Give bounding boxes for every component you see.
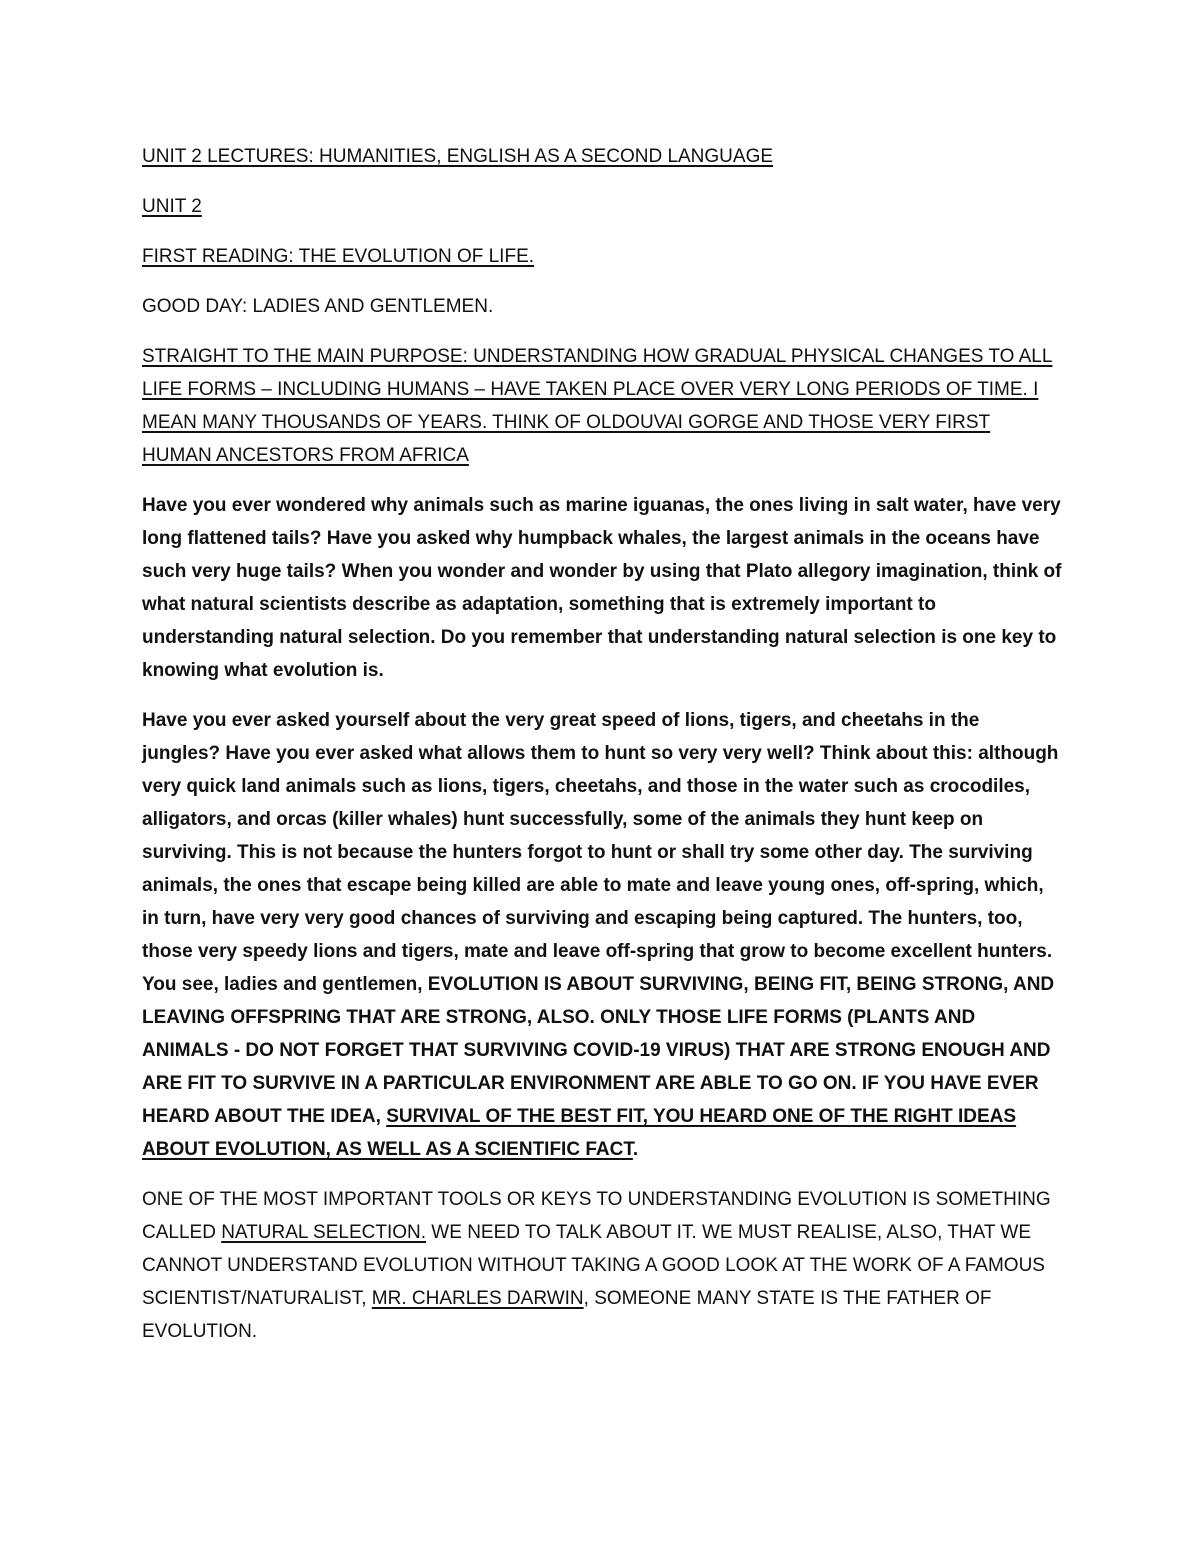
unit-label: UNIT 2 xyxy=(142,196,202,217)
greeting: GOOD DAY: LADIES AND GENTLEMEN. xyxy=(142,296,494,317)
paragraph-ns-text-1: ONE OF THE MOST IMPORTANT TOOLS OR KEYS TO UNDERSTANDING EVOLUTION IS SOMETHING CALLED xyxy=(142,1189,1051,1243)
paragraph-natural-selection xyxy=(142,1183,1062,1348)
survival-of-best-fit-phrase: SURVIVAL OF THE BEST FIT, YOU HEARD ONE OF THE RIGHT IDEAS ABOUT EVOLUTION, AS WELL AS A SCIENTIFIC FACT xyxy=(142,1106,1017,1160)
paragraph-ns-text-2: WE NEED TO TALK ABOUT IT. WE MUST REALISE, ALSO, THAT WE CANNOT UNDERSTAND EVOLUTION WITHOUT TAKING A GOOD LOOK AT THE WORK OF A FAMOUS SCIENTIST/NATURALIST, xyxy=(142,1222,1045,1309)
charles-darwin-phrase: MR. CHARLES DARWIN xyxy=(371,1288,584,1309)
document-page xyxy=(142,140,1062,1365)
purpose-statement: STRAIGHT TO THE MAIN PURPOSE: UNDERSTANDING HOW GRADUAL PHYSICAL CHANGES TO ALL LIFE FORMS – INCLUDING HUMANS – HAVE TAKEN PLACE OVER VERY LONG PERIODS OF TIME. I MEAN MANY THOUSANDS OF YEARS. THINK OF OLDOUVAI GORGE AND THOSE VERY FIRST HUMAN ANCESTORS FROM AFRICA xyxy=(142,346,1053,466)
paragraph-ns-text-3: , SOMEONE MANY STATE IS THE FATHER OF EVOLUTION. xyxy=(142,1288,992,1342)
natural-selection-phrase: NATURAL SELECTION. xyxy=(221,1222,427,1243)
reading-title: FIRST READING: THE EVOLUTION OF LIFE. xyxy=(142,246,535,267)
paragraph-survival-end: . xyxy=(632,1139,639,1160)
paragraph-survival xyxy=(142,704,1062,1166)
document-heading: UNIT 2 LECTURES: HUMANITIES, ENGLISH AS A SECOND LANGUAGE xyxy=(142,146,774,167)
paragraph-adaptation: Have you ever wondered why animals such as marine iguanas, the ones living in salt water, have very long flattened tails? Have you asked why humpback whales, the largest animals in the oceans have such very huge tails? When you wonder and wonder by using that Plato allegory imagination, think of what natural scientists describe as adaptation, something that is extremely important to understanding natural selection. Do you remember that understanding natural selection is one key to knowing what evolution is. xyxy=(142,495,1062,681)
paragraph-survival-text: Have you ever asked yourself about the very great speed of lions, tigers, and cheetahs in the jungles? Have you ever asked what allows them to hunt so very very well? Think about this: although very quick land animals such as lions, tigers, cheetahs, and those in the water such as crocodiles, alligators, and orcas (killer whales) hunt successfully, some of the animals they hunt keep on surviving. This is not because the hunters forgot to hunt or shall try some other day. The surviving animals, the ones that escape being killed are able to mate and leave young ones, off-spring, which, in turn, have very very good chances of surviving and escaping being captured. The hunters, too, those very speedy lions and tigers, mate and leave off-spring that grow to become excellent hunters. You see, ladies and gentlemen, EVOLUTION IS ABOUT SURVIVING, BEING FIT, BEING STRONG, AND LEAVING OFFSPRING THAT ARE STRONG, ALSO. ONLY THOSE LIFE FORMS (PLANTS AND ANIMALS - DO NOT FORGET THAT SURVIVING COVID-19 VIRUS) THAT ARE STRONG ENOUGH AND ARE FIT TO SURVIVE IN A PARTICULAR ENVIRONMENT ARE ABLE TO GO ON. IF YOU HAVE EVER HEARD ABOUT THE IDEA, xyxy=(142,710,1059,1127)
